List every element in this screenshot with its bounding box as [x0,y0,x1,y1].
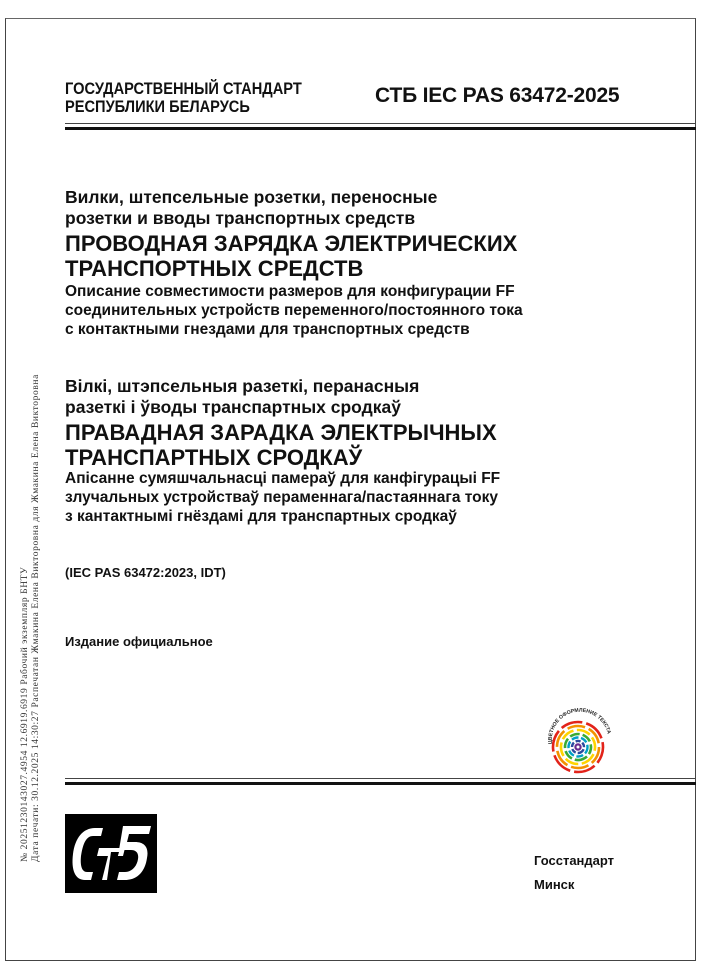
edition-label: Издание официальное [65,634,213,649]
divider-thick [65,127,696,130]
title-by-main [65,420,497,470]
title-ru-main-line1: ПРОВОДНАЯ ЗАРЯДКА ЭЛЕКТРИЧЕСКИХ [65,231,518,256]
standard-designation: СТБ IEC PAS 63472-2025 [375,84,620,107]
title-ru-intro [65,187,437,229]
print-stamp [20,374,42,862]
print-stamp-line1: № 20251230143027.4954 12.6919.6919 Рабочий экземпляр БНТУ [20,566,30,862]
header-divider [65,123,696,131]
title-by-main-line1: ПРАВАДНАЯ ЗАРАДКА ЭЛЕКТРЫЧНЫХ [65,420,497,445]
footer-divider [65,778,696,786]
divider-thin [65,778,696,779]
publisher-city: Минск [534,877,575,892]
color-text-badge-icon [538,700,618,780]
publisher-block [534,849,614,897]
title-ru-sub-line3: с контактными гнездами для транспортных средств [65,321,470,338]
divider-thick [65,782,696,785]
identity-reference: (IEC PAS 63472:2023, IDT) [65,565,226,580]
badge-label: ЦВЕТНОЕ ОФОРМЛЕНИЕ ТЕКСТА [547,707,612,745]
publisher-name: Госстандарт [534,853,615,868]
title-by-sub-line2: злучальных устройстваў пераменнага/пастаяннага току [65,489,498,506]
title-by-intro-line1: Вілкі, штэпсельныя разеткі, перанасныя [65,376,420,396]
stb-logo-icon [65,814,157,893]
title-by-sub-line1: Апісанне сумяшчальнасці памераў для канфігурацыі FF [65,470,501,487]
print-stamp-line2: Дата печати: 30.12.2025 14:30:27 Распечатан Жмакина Елена Викторовна для Жмакина Елена Викторовна [31,374,41,862]
title-by-intro-line2: разеткі і ўводы транспартных сродкаў [65,397,401,417]
title-ru-intro-line2: розетки и вводы транспортных средств [65,208,416,228]
standard-type-line1: ГОСУДАРСТВЕННЫЙ СТАНДАРТ [65,79,302,98]
title-ru-complement [65,282,523,339]
title-ru-main-line2: ТРАНСПОРТНЫХ СРЕДСТВ [65,256,364,281]
title-by-complement [65,469,500,526]
title-by-main-line2: ТРАНСПАРТНЫХ СРОДКАЎ [65,445,363,470]
title-ru-sub-line1: Описание совместимости размеров для конфигурации FF [65,283,515,300]
title-ru-main [65,231,517,281]
title-by-intro [65,376,419,418]
title-ru-intro-line1: Вилки, штепсельные розетки, переносные [65,187,438,207]
divider-thin [65,123,696,124]
stb-logo [65,814,157,893]
standard-type [65,80,302,116]
title-by-sub-line3: з кантактнымі гнёздамі для транспартных сродкаў [65,508,457,525]
title-ru-sub-line2: соединительных устройств переменного/постоянного тока [65,302,523,319]
standard-type-line2: РЕСПУБЛИКИ БЕЛАРУСЬ [65,97,250,116]
